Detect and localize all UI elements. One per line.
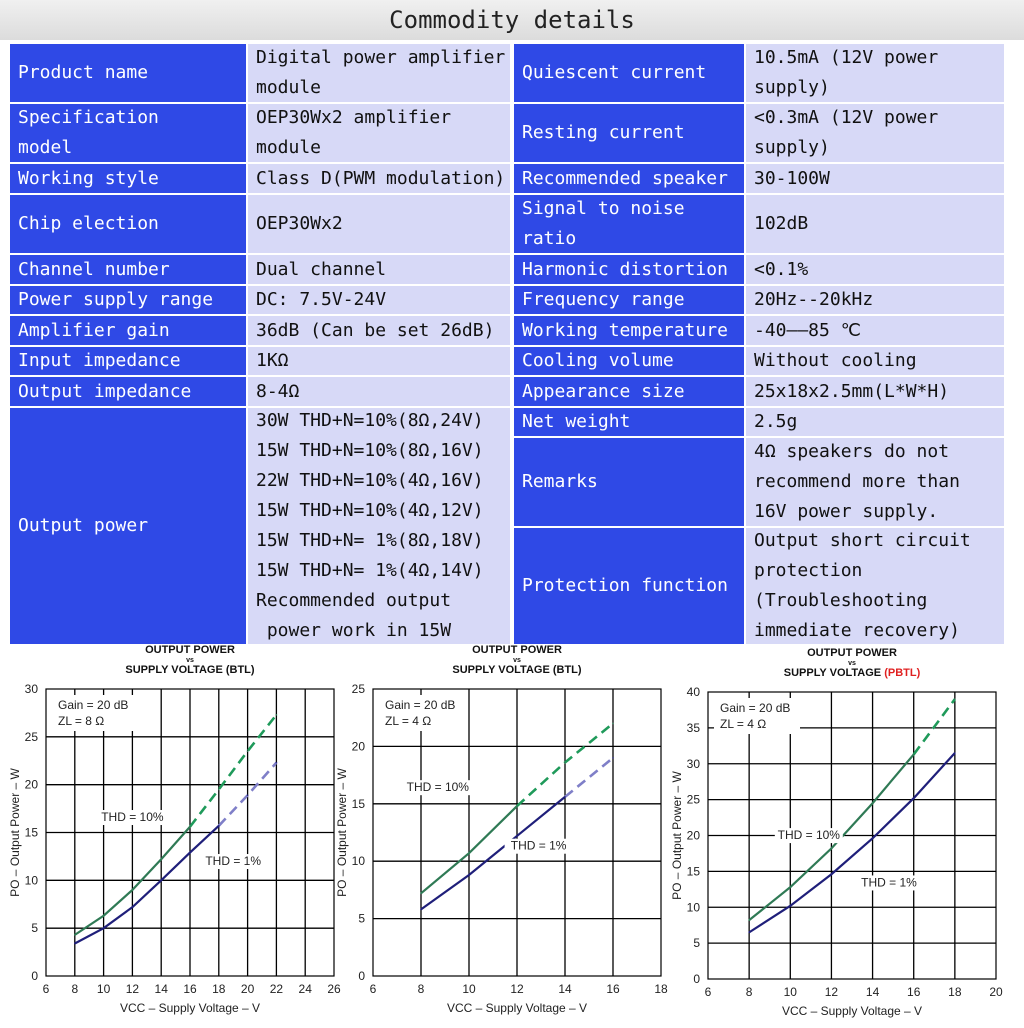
spec-label: Harmonic distortion xyxy=(514,255,744,284)
x-tick-label: 6 xyxy=(369,982,377,996)
series-label: THD = 1% xyxy=(205,854,262,869)
x-tick-label: 14 xyxy=(154,982,168,996)
spec-label: Net weight xyxy=(514,408,744,436)
x-tick-label: 16 xyxy=(606,982,620,996)
y-tick-label: 20 xyxy=(351,739,365,754)
x-tick-label: 16 xyxy=(907,985,921,999)
annotation-gain: Gain = 20 dB xyxy=(385,698,456,712)
x-tick-label: 10 xyxy=(783,985,797,999)
y-tick-label: 15 xyxy=(686,864,700,879)
data-point xyxy=(218,789,220,791)
x-tick-label: 20 xyxy=(989,985,1003,999)
data-point xyxy=(468,852,470,854)
data-point xyxy=(748,932,750,934)
chart-subtitle-text: SUPPLY VOLTAGE (BTL) xyxy=(125,664,255,676)
data-point xyxy=(132,889,134,891)
y-tick-label: 5 xyxy=(358,911,365,926)
spec-value: -40——85 ℃ xyxy=(746,316,1004,345)
data-point xyxy=(218,825,220,827)
annotation-zl: ZL = 4 Ω xyxy=(385,714,432,728)
chart-subtitle xyxy=(452,664,581,676)
x-tick-label: 20 xyxy=(240,982,255,996)
spec-label: Output impedance xyxy=(10,377,246,406)
charts-panel xyxy=(0,644,1024,1024)
annotation-gain: Gain = 20 dB xyxy=(720,701,791,715)
data-point xyxy=(954,698,956,700)
x-tick-label: 12 xyxy=(510,982,524,996)
spec-value: Class D(PWM modulation) xyxy=(248,164,510,193)
y-tick-label: 35 xyxy=(686,720,700,735)
y-tick-label: 20 xyxy=(24,777,38,792)
data-point xyxy=(612,723,614,725)
spec-value: OEP30Wx2 xyxy=(248,195,510,253)
annotation-gain: Gain = 20 dB xyxy=(58,698,129,712)
spec-value: <0.1% xyxy=(746,255,1004,284)
spec-label: Remarks xyxy=(514,438,744,526)
y-tick-label: 40 xyxy=(686,685,700,699)
x-tick-label: 10 xyxy=(96,982,111,996)
spec-label: Resting current xyxy=(514,104,744,162)
chart-title: OUTPUT POWER xyxy=(145,644,235,656)
output-power-value: 30W THD+N=10%(8Ω,24V) 15W THD+N=10%(8Ω,16V) 22W THD+N=10%(4Ω,16V) 15W THD+N=10%(4Ω,12V) 15W THD+N= 1%(8Ω,18V) 15W THD+N= 1%(4Ω,14V) Recommended output power work in 15W xyxy=(248,408,510,644)
y-tick-label: 15 xyxy=(24,825,38,840)
data-point xyxy=(612,757,614,759)
y-tick-label: 20 xyxy=(686,828,700,843)
x-tick-label: 14 xyxy=(865,985,880,999)
data-point xyxy=(913,754,915,756)
y-tick-label: 30 xyxy=(686,756,700,771)
data-point xyxy=(564,762,566,764)
y-tick-label: 10 xyxy=(686,900,700,915)
x-tick-label: 14 xyxy=(558,982,572,996)
data-point xyxy=(74,943,76,945)
data-point xyxy=(789,886,791,888)
x-axis-label: VCC – Supply Voltage – V xyxy=(119,1001,261,1015)
spec-label: Signal to noise ratio xyxy=(514,195,744,253)
y-tick-label: 10 xyxy=(24,873,38,888)
data-point xyxy=(831,873,833,875)
spec-label: Appearance size xyxy=(514,377,744,406)
spec-value: 25x18x2.5mm(L*W*H) xyxy=(746,377,1004,406)
y-tick-label: 0 xyxy=(693,972,700,986)
spec-value: 8-4Ω xyxy=(248,377,510,406)
data-point xyxy=(516,835,518,837)
y-tick-label: 25 xyxy=(351,682,365,696)
chart-subtitle-highlight: (PBTL) xyxy=(884,667,921,679)
data-point xyxy=(132,906,134,908)
x-tick-label: 18 xyxy=(948,985,962,999)
y-tick-label: 5 xyxy=(31,921,38,936)
x-tick-label: 12 xyxy=(125,982,140,996)
data-point xyxy=(789,905,791,907)
series-label: THD = 1% xyxy=(861,875,917,890)
spec-label: Quiescent current xyxy=(514,44,744,102)
data-point xyxy=(247,750,249,752)
data-point xyxy=(420,909,422,911)
data-point xyxy=(468,874,470,876)
spec-value: 2.5g xyxy=(746,408,1004,436)
x-tick-label: 8 xyxy=(417,982,425,996)
data-point xyxy=(103,915,105,917)
x-tick-label: 8 xyxy=(71,982,79,996)
y-tick-label: 25 xyxy=(686,792,700,807)
x-tick-label: 8 xyxy=(745,985,753,999)
chart-title-vs: vs xyxy=(513,657,521,664)
y-tick-label: 30 xyxy=(24,682,38,696)
page-title: Commodity details xyxy=(389,6,635,34)
x-tick-label: 6 xyxy=(42,982,50,996)
spec-label: Specification model xyxy=(10,104,246,162)
spec-label: Input impedance xyxy=(10,347,246,375)
y-tick-label: 25 xyxy=(24,729,38,744)
series-label: THD = 10% xyxy=(101,810,164,825)
spec-value: DC: 7.5V-24V xyxy=(248,286,510,314)
spec-value: Without cooling xyxy=(746,347,1004,375)
data-point xyxy=(872,802,874,804)
page-header xyxy=(0,0,1024,40)
spec-label: Recommended speaker xyxy=(514,164,744,193)
spec-value: Dual channel xyxy=(248,255,510,284)
spec-table xyxy=(10,44,1004,644)
spec-value: 1KΩ xyxy=(248,347,510,375)
chart-subtitle xyxy=(125,664,254,676)
series-label: THD = 10% xyxy=(406,780,469,795)
data-point xyxy=(74,934,76,936)
series-label: THD = 1% xyxy=(510,838,567,853)
spec-label: Frequency range xyxy=(514,286,744,314)
data-point xyxy=(748,919,750,921)
spec-value: 4Ω speakers do not recommend more than 16V power supply. xyxy=(746,438,1004,526)
y-tick-label: 5 xyxy=(693,936,700,951)
x-tick-label: 18 xyxy=(212,982,226,996)
x-tick-label: 18 xyxy=(654,982,668,996)
spec-value: 36dB (Can be set 26dB) xyxy=(248,316,510,345)
data-point xyxy=(516,805,518,807)
data-point xyxy=(831,848,833,850)
x-tick-label: 16 xyxy=(183,982,197,996)
spec-value: Digital power amplifier module xyxy=(248,44,510,102)
output-power-label: Output power xyxy=(10,408,246,644)
data-point xyxy=(160,858,162,860)
data-point xyxy=(954,752,956,754)
spec-label: Working temperature xyxy=(514,316,744,345)
spec-label: Product name xyxy=(10,44,246,102)
x-tick-label: 22 xyxy=(269,982,284,996)
x-tick-label: 10 xyxy=(462,982,476,996)
spec-value: OEP30Wx2 amplifier module xyxy=(248,104,510,162)
spec-label: Working style xyxy=(10,164,246,193)
spec-value: 20Hz--20kHz xyxy=(746,286,1004,314)
data-point xyxy=(276,714,278,716)
spec-value: 30-100W xyxy=(746,164,1004,193)
spec-label: Amplifier gain xyxy=(10,316,246,345)
series-label: THD = 10% xyxy=(777,828,840,843)
data-point xyxy=(103,927,105,929)
chart-title-vs: vs xyxy=(186,657,194,664)
y-tick-label: 0 xyxy=(358,969,365,983)
spec-value: 10.5mA (12V power supply) xyxy=(746,44,1004,102)
data-point xyxy=(189,826,191,828)
y-axis-label: PO – Output Power – W xyxy=(8,768,22,897)
chart-title: OUTPUT POWER xyxy=(807,647,897,659)
chart-title-vs: vs xyxy=(848,660,856,667)
x-tick-label: 26 xyxy=(327,982,341,996)
data-point xyxy=(564,796,566,798)
spec-label: Power supply range xyxy=(10,286,246,314)
spec-label: Channel number xyxy=(10,255,246,284)
annotation-zl: ZL = 4 Ω xyxy=(720,717,767,731)
y-tick-label: 10 xyxy=(351,854,365,869)
annotation-zl: ZL = 8 Ω xyxy=(58,714,105,728)
data-point xyxy=(247,794,249,796)
spec-label: Protection function xyxy=(514,528,744,644)
x-tick-label: 12 xyxy=(824,985,839,999)
x-axis-label: VCC – Supply Voltage – V xyxy=(781,1004,923,1018)
spec-value: <0.3mA (12V power supply) xyxy=(746,104,1004,162)
spec-label: Chip election xyxy=(10,195,246,253)
chart-title: OUTPUT POWER xyxy=(472,644,562,656)
y-tick-label: 15 xyxy=(351,796,365,811)
y-tick-label: 0 xyxy=(31,969,38,983)
chart-subtitle xyxy=(784,667,921,679)
data-point xyxy=(189,852,191,854)
spec-value: 102dB xyxy=(746,195,1004,253)
chart-subtitle-text: SUPPLY VOLTAGE (BTL) xyxy=(452,664,582,676)
x-axis-label: VCC – Supply Voltage – V xyxy=(446,1001,588,1015)
data-point xyxy=(913,797,915,799)
data-point xyxy=(420,893,422,895)
x-tick-label: 6 xyxy=(704,985,712,999)
x-tick-label: 24 xyxy=(298,982,312,996)
charts-svg xyxy=(0,644,1024,1024)
data-point xyxy=(276,762,278,764)
chart-subtitle-text: SUPPLY VOLTAGE xyxy=(783,667,885,679)
y-axis-label: PO – Output Power – W xyxy=(335,768,349,897)
y-axis-label: PO – Output Power – W xyxy=(670,771,684,900)
data-point xyxy=(872,838,874,840)
spec-value: Output short circuit protection (Troubleshooting immediate recovery) xyxy=(746,528,1004,644)
spec-label: Cooling volume xyxy=(514,347,744,375)
data-point xyxy=(160,880,162,882)
